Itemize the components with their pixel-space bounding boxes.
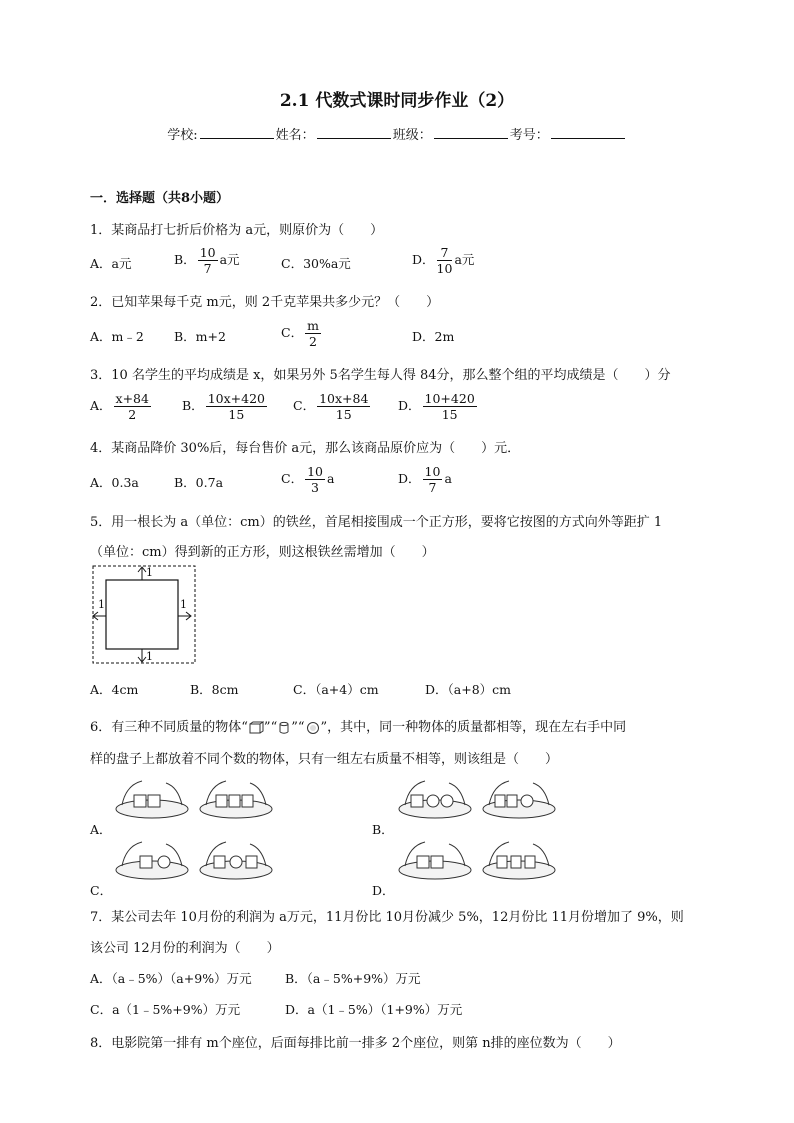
q4-d-suffix: a <box>444 471 452 486</box>
inner-square <box>106 580 178 649</box>
q1-option-a: A．a元 <box>90 256 132 271</box>
q5-option-a: A．4cm <box>90 682 139 697</box>
q1-d-den: 10 <box>436 261 453 276</box>
q6-option-d: D． <box>372 883 395 898</box>
q1-b-num: 10 <box>199 245 216 260</box>
q5-option-c: C．（a+4）cm <box>293 682 379 697</box>
q4-c-suffix: a <box>326 471 335 486</box>
q6-option-c: C． <box>90 883 113 898</box>
page-title: 2.1 代数式课时同步作业（2） <box>279 91 515 111</box>
q1-d-prefix: D． <box>412 252 435 267</box>
q3-option-b <box>182 391 269 422</box>
q2-c-den: 2 <box>309 334 317 349</box>
q2-option-b: B．m+2 <box>174 329 226 344</box>
q6-stem-part-4: ”，其中，同一种物体的质量都相等，现在左右手中同 <box>320 720 627 735</box>
q4-d-prefix: D． <box>398 471 421 486</box>
q7-option-c: C．a（1﹣5%+9%）万元 <box>90 1002 241 1017</box>
q4-d-num: 10 <box>424 464 441 479</box>
q4-option-c <box>281 464 334 495</box>
q4-d-fraction <box>423 464 443 495</box>
q3-option-d <box>398 391 479 422</box>
q2-option-d: D．2m <box>412 329 455 344</box>
cylinder-icon <box>277 721 291 735</box>
q4-c-den: 3 <box>311 480 319 495</box>
q4-d-den: 7 <box>428 480 437 495</box>
q3-b-fraction <box>206 391 267 422</box>
q1-b-prefix: B． <box>174 252 196 267</box>
q3-a-num: x+84 <box>115 391 149 406</box>
q3-d-fraction <box>423 391 477 422</box>
q3-c-num: 10x+84 <box>319 391 369 406</box>
q6-option-b-picture <box>395 775 559 827</box>
q6-stem-part-3: ”“ <box>291 720 305 735</box>
q3-c-prefix: C． <box>293 398 316 413</box>
question-5-stem-line-2: （单位：cm）得到新的正方形，则这根铁丝需增加（ ） <box>90 545 435 560</box>
question-3-stem: 3．10 名学生的平均成绩是 x，如果另外 5名学生每人得 84分，那么整个组的平均成绩是（ ）分 <box>90 368 671 383</box>
question-4-stem: 4．某商品降价 30%后，每台售价 a元，那么该商品原价应为（ ）元． <box>90 441 521 456</box>
q6-option-b: B． <box>372 822 394 837</box>
q4-c-fraction <box>305 464 325 495</box>
cube-icon <box>248 721 264 735</box>
q3-a-fraction <box>114 391 151 422</box>
section-title: 一．选择题（共8小题） <box>90 191 230 206</box>
q3-option-c <box>293 391 372 422</box>
q4-c-prefix: C． <box>281 471 304 486</box>
q3-d-prefix: D． <box>398 398 421 413</box>
q1-option-b <box>174 245 240 276</box>
number-label: 考号： <box>509 128 549 143</box>
ball-icon <box>305 721 321 735</box>
q1-b-den: 7 <box>203 261 212 276</box>
name-label: 姓名： <box>275 128 315 143</box>
square-expansion-figure <box>90 564 198 666</box>
q3-d-den: 15 <box>441 407 458 422</box>
q3-d-num: 10+420 <box>424 391 475 406</box>
number-blank[interactable] <box>551 125 625 139</box>
q7-option-d: D．a（1﹣5%）（1+9%）万元 <box>285 1002 463 1017</box>
figure-label-bottom: 1 <box>146 650 153 663</box>
q1-option-c: C．30%a元 <box>281 256 351 271</box>
question-6-stem-line-2: 样的盘子上都放着不同个数的物体，只有一组左右质量不相等，则该组是（ ） <box>90 752 559 767</box>
q6-option-c-picture <box>112 836 276 888</box>
q1-d-num: 7 <box>437 245 453 261</box>
q3-b-den: 15 <box>228 407 245 422</box>
figure-label-top: 1 <box>146 566 153 579</box>
q5-option-d: D．（a+8）cm <box>425 682 512 697</box>
question-2-stem: 2．已知苹果每千克 m元，则 2千克苹果共多少元？（ ） <box>90 295 440 310</box>
figure-label-left: 1 <box>98 598 105 611</box>
q1-d-fraction <box>437 245 453 276</box>
student-info-line <box>0 124 794 143</box>
q3-a-prefix: A． <box>90 398 112 413</box>
q7-option-b: B．（a﹣5%+9%）万元 <box>285 971 421 986</box>
name-blank[interactable] <box>317 125 391 139</box>
q4-option-a: A．0.3a <box>90 475 139 490</box>
q6-option-d-picture <box>395 836 559 888</box>
q4-c-num: 10 <box>307 464 323 479</box>
class-label: 班级： <box>392 128 432 143</box>
q4-option-d <box>398 464 452 495</box>
q2-option-a: A．m﹣2 <box>90 329 144 344</box>
q3-a-den: 2 <box>128 407 137 422</box>
q2-c-prefix: C． <box>281 325 304 340</box>
question-5-stem-line-1: 5．用一根长为 a（单位：cm）的铁丝，首尾相接围成一个正方形，要将它按图的方式向外等距扩 1 <box>90 515 663 530</box>
q2-c-fraction <box>305 318 321 349</box>
figure-label-right: 1 <box>180 598 187 611</box>
q3-option-a <box>90 391 153 422</box>
question-1-stem: 1．某商品打七折后价格为 a元，则原价为（ ） <box>90 223 384 238</box>
q6-stem-part-2: ”“ <box>263 720 278 735</box>
question-7-stem-line-2: 该公司 12月份的利润为（ ） <box>90 941 280 956</box>
q1-d-suffix: a元 <box>454 252 475 267</box>
q7-option-a: A．（a﹣5%）（a+9%）万元 <box>90 971 252 986</box>
q2-option-c <box>281 318 323 349</box>
q3-c-den: 15 <box>335 407 352 422</box>
q3-b-num: 10x+420 <box>207 391 265 406</box>
q3-b-prefix: B． <box>182 398 204 413</box>
q3-c-fraction <box>317 391 370 422</box>
q5-option-b: B．8cm <box>190 682 239 697</box>
q1-b-fraction <box>198 245 218 276</box>
school-label: 学校: <box>167 128 198 143</box>
school-blank[interactable] <box>200 125 274 139</box>
question-6-stem-line-1 <box>90 716 626 735</box>
q4-option-b: B．0.7a <box>174 475 224 490</box>
q2-c-num: m <box>307 318 319 333</box>
question-7-stem-line-1: 7．某公司去年 10月份的利润为 a万元，11月份比 10月份减少 5%，12月份比 11月份增加了 9%，则 <box>90 910 684 925</box>
q6-option-a: A． <box>90 822 112 837</box>
class-blank[interactable] <box>434 125 508 139</box>
q1-b-suffix: a元 <box>219 252 240 267</box>
q6-option-a-picture <box>112 775 276 827</box>
q1-option-d <box>412 245 474 276</box>
question-8-stem: 8．电影院第一排有 m个座位，后面每排比前一排多 2个座位，则第 n排的座位数为（ ） <box>90 1036 621 1051</box>
q6-stem-part-1: 6．有三种不同质量的物体“ <box>90 720 248 735</box>
